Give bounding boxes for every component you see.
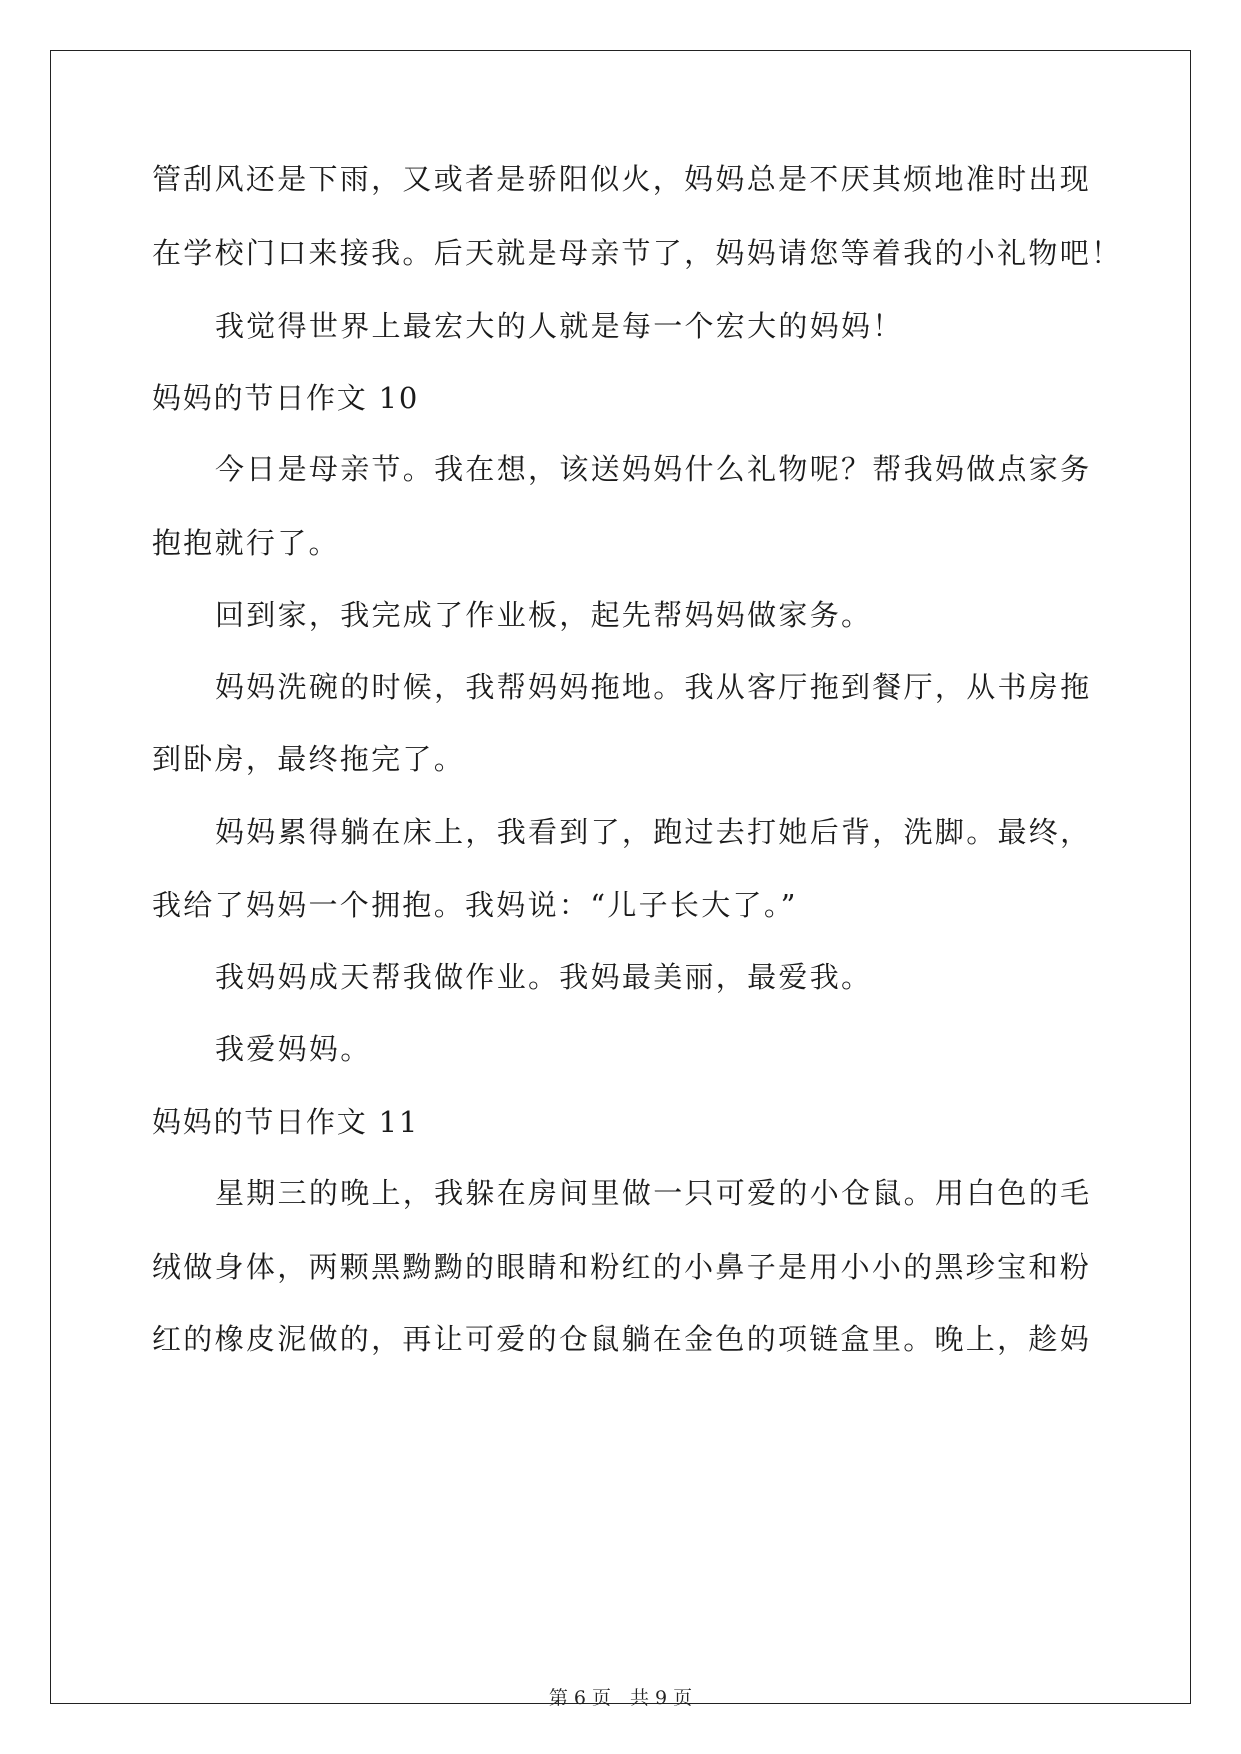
paragraph-line: 红的橡皮泥做的，再让可爱的仓鼠躺在金色的项链盒里。晚上，趁妈: [152, 1322, 1092, 1356]
paragraph-line: 管刮风还是下雨，又或者是骄阳似火，妈妈总是不厌其烦地准时出现: [152, 162, 1092, 196]
paragraph-line: 今日是母亲节。我在想，该送妈妈什么礼物呢？帮我妈做点家务: [215, 452, 1092, 486]
paragraph-line: 星期三的晚上，我躲在房间里做一只可爱的小仓鼠。用白色的毛: [215, 1176, 1092, 1210]
paragraph-line: 抱抱就行了。: [152, 526, 340, 560]
paragraph-line: 我觉得世界上最宏大的人就是每一个宏大的妈妈！: [215, 309, 904, 343]
paragraph-line: 我给了妈妈一个拥抱。我妈说：“儿子长大了。”: [152, 888, 798, 922]
paragraph-line: 我妈妈成天帮我做作业。我妈最美丽，最爱我。: [215, 960, 873, 994]
paragraph-line: 妈妈累得躺在床上，我看到了，跑过去打她后背，洗脚。最终，: [215, 815, 1092, 849]
paragraph-line: 妈妈洗碗的时候，我帮妈妈拖地。我从客厅拖到餐厅，从书房拖: [215, 670, 1092, 704]
paragraph-line: 绒做身体，两颗黑黝黝的眼睛和粉红的小鼻子是用小小的黑珍宝和粉: [152, 1250, 1092, 1284]
page-number-footer: 第 6 页 共 9 页: [548, 1687, 693, 1709]
section-heading: 妈妈的节日作文 11: [152, 1105, 420, 1139]
paragraph-line: 在学校门口来接我。后天就是母亲节了，妈妈请您等着我的小礼物吧！: [152, 236, 1123, 270]
section-heading: 妈妈的节日作文 10: [152, 381, 420, 415]
paragraph-line: 到卧房，最终拖完了。: [152, 742, 466, 776]
paragraph-line: 回到家，我完成了作业板，起先帮妈妈做家务。: [215, 598, 873, 632]
page-border: [50, 50, 1191, 1704]
paragraph-line: 我爱妈妈。: [215, 1032, 372, 1066]
